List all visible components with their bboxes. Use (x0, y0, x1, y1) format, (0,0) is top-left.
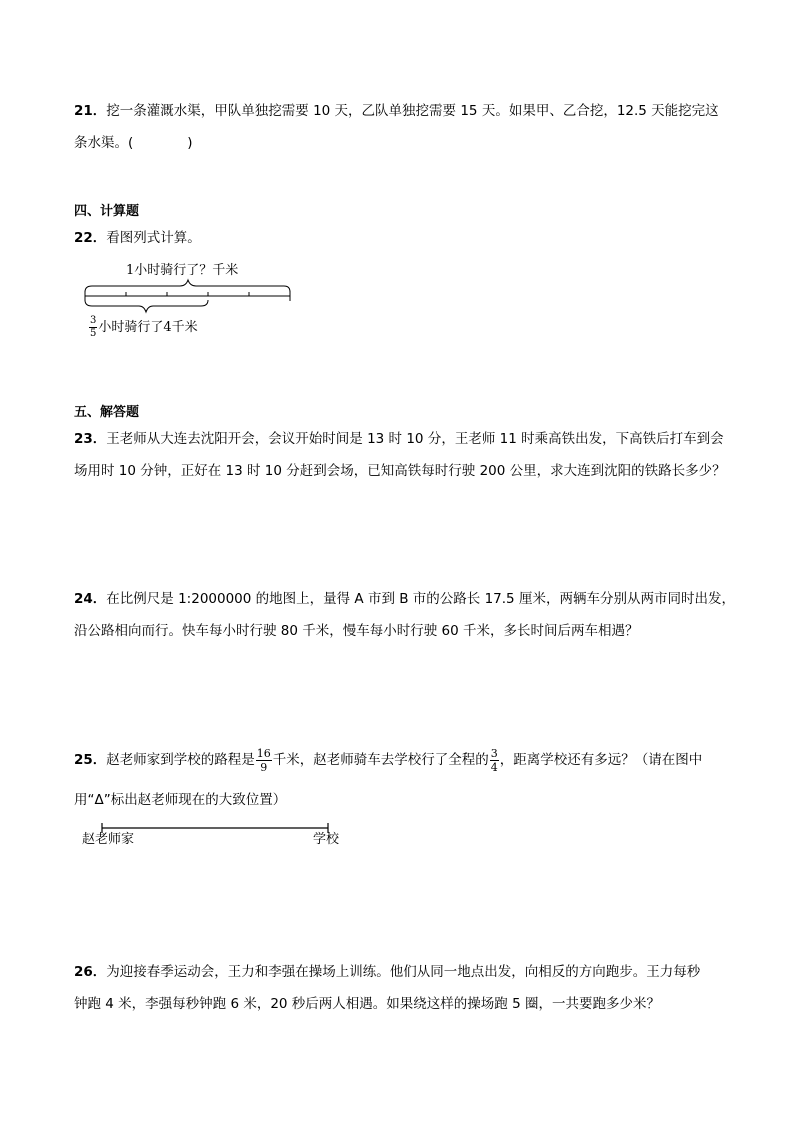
question-number: 25． (74, 751, 107, 768)
question-text: 为迎接春季运动会，王力和李强在操场上训练。他们从同一地点出发，向相反的方向跑步。王力每秒 (106, 964, 701, 980)
top-brace (85, 280, 290, 292)
question-text: 挖一条灌溉水渠，甲队单独挖需要 10 天，乙队单独挖需要 15 天。如果甲、乙合挖，12.5 天能挖完这 (106, 103, 719, 119)
fraction-distance: $\frac{16}{9}$ (256, 747, 271, 774)
bottom-brace (85, 300, 208, 312)
question-24-line2: 沿公路相向而行。快车每小时行驶 80 千米，慢车每小时行驶 60 千米，多长时间后两车相遇？ (74, 623, 639, 639)
school-label: 学校 (313, 832, 340, 847)
question-25-line2: 用“Δ”标出赵老师现在的大致位置） (74, 792, 287, 808)
question-number: 23． (74, 431, 107, 447)
question-number: 21． (74, 103, 107, 119)
question-text: 王老师从大连去沈阳开会，会议开始时间是 13 时 10 分，王老师 11 时乘高铁出发，下高铁后打车到会 (106, 431, 724, 447)
diagram-top-label: 1小时骑行了？千米 (126, 263, 239, 278)
fraction: $\frac{3}{5}$ (90, 315, 97, 339)
question-26-line2: 钟跑 4 米，李强每秒钟跑 6 米，20 秒后两人相遇。如果绕这样的操场跑 5 圈，一共要跑多少米？ (74, 996, 660, 1012)
question-number: 22． (74, 230, 107, 246)
fraction-part: $\frac{3}{4}$ (490, 747, 498, 774)
question-21-line1 (74, 105, 719, 119)
home-label: 赵老师家 (82, 832, 135, 847)
diagram-bottom-label: $\frac{3}{5}$ 小时骑行了4千米 (90, 315, 198, 339)
question-24-line1 (74, 593, 735, 607)
question-text: 在比例尺是 1:2000000 的地图上，量得 A 市到 B 市的公路长 17.5 厘米，两辆车分别从两市同时出发， (106, 591, 735, 607)
question-23-line2: 场用时 10 分钟，正好在 13 时 10 分赶到会场，已知高铁每时行驶 200 公里，求大连到沈阳的铁路长多少？ (74, 463, 726, 479)
section-title-word-problems: 五、解答题 (74, 405, 140, 420)
question-25-line1: 25．赵老师家到学校的路程是 $\frac{16}{9}$ 千米，赵老师骑车去学校行了全程的 $\frac{3}{4}$ ，距离学校还有多远？（请在图中 (74, 747, 703, 774)
question-number: 26． (74, 964, 107, 980)
question-text: 看图列式计算。 (106, 230, 201, 246)
question-26-line1 (74, 966, 700, 980)
question-number: 24． (74, 591, 107, 607)
section-title-calculation: 四、计算题 (74, 204, 140, 219)
route-diagram (100, 822, 340, 836)
question-23-line1 (74, 433, 724, 447)
question-21-line2: 条水渠。( ) (74, 135, 193, 151)
question-22-line1 (74, 232, 201, 246)
